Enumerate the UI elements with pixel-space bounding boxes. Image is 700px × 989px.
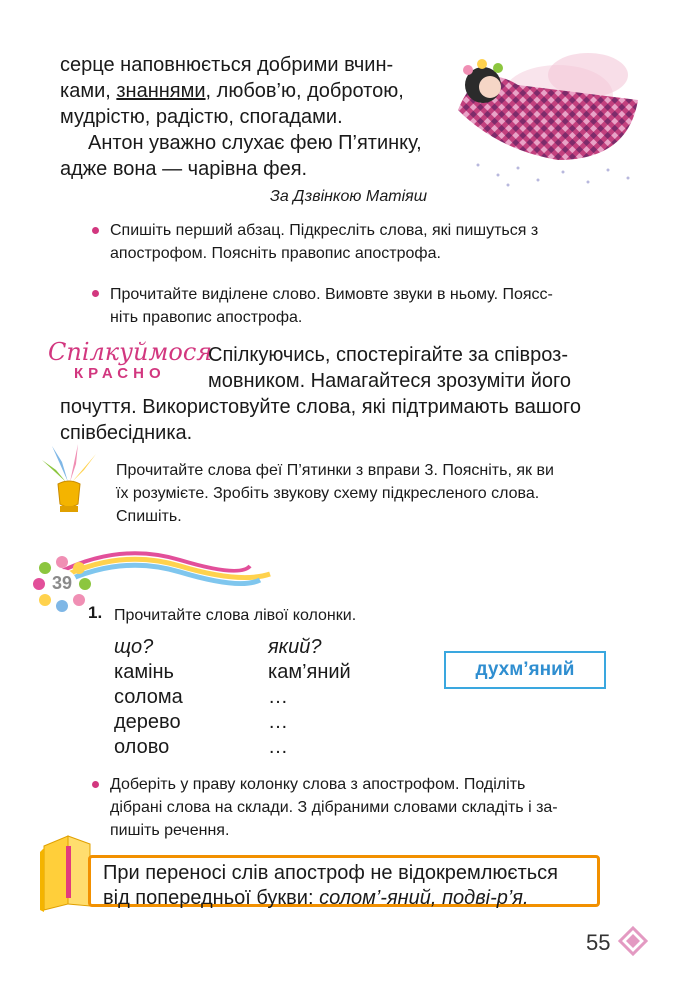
rule-line: від попередньої букви: солом’-яний, подві-р’я. — [103, 887, 529, 909]
bullet-icon — [92, 227, 99, 234]
word-right: … — [268, 736, 288, 758]
book-icon — [38, 832, 94, 912]
vase-icon — [38, 442, 100, 520]
word-left: олово — [114, 736, 170, 758]
rule-example: солом’-яний, подві-р’я. — [319, 887, 529, 909]
word-left: дерево — [114, 711, 181, 733]
column-header: що? — [114, 636, 154, 658]
word-right: … — [268, 711, 288, 733]
speak-line: почуття. Використовуйте слова, які підтримають вашого — [60, 396, 582, 418]
speak-title-script: Спілкуймося — [48, 338, 213, 366]
task-text: Прочитайте виділене слово. Вимовте звуки в ньому. Поясс- ніть правопис апострофа. — [110, 286, 553, 326]
story-text — [60, 52, 440, 182]
word-left: солома — [114, 686, 183, 708]
story-line: Антон уважно слухає фею П’ятинку, — [88, 132, 422, 154]
rule-box — [88, 855, 600, 907]
rule-line: При переносі слів апостроф не відокремлюється — [103, 862, 558, 884]
word-right: кам’яний — [268, 661, 351, 683]
lesson-number: 39 — [51, 573, 73, 593]
task-text: Доберіть у праву колонку слова з апострофом. Поділіть дібрані слова на склади. З дібраними словами складіть і за- пишіть речення. — [110, 776, 558, 839]
boxed-word: духм’яний — [444, 651, 606, 689]
underlined-word: знаннями — [116, 80, 206, 102]
speak-line: співбесідника. — [60, 422, 193, 444]
story-line: адже вона — чарівна фея. — [60, 158, 308, 180]
exercise-instruction: Прочитайте слова лівої колонки. — [114, 607, 357, 624]
story-line: серце наповнюється добрими вчин- — [60, 54, 394, 76]
speak-line: мовником. Намагайтеся зрозуміти його — [208, 370, 571, 392]
column-header: який? — [268, 636, 322, 658]
story-line: ками, знаннями, любов’ю, добротою, — [60, 80, 404, 102]
word-left: камінь — [114, 661, 174, 683]
word-right: … — [268, 686, 288, 708]
task-text: Прочитайте слова феї П’ятинки з вправи 3. Поясніть, як ви їх розумієте. Зробіть звукову схему підкресленого слова. Спишіть. — [116, 462, 554, 525]
ornament-icon — [618, 926, 648, 956]
story-author: За Дзвінкою Матіяш — [270, 188, 427, 205]
exercise-number: 1. — [88, 603, 103, 622]
bullet-icon — [92, 781, 99, 788]
task-text: Спишіть перший абзац. Підкресліть слова, які пишуться з апострофом. Поясніть правопис апострофа. — [110, 222, 539, 262]
story-line: мудрістю, радістю, спогадами. — [60, 106, 343, 128]
bullet-icon — [92, 290, 99, 297]
speak-title-caps: КРАСНО — [74, 365, 166, 382]
page-number: 55 — [586, 930, 611, 955]
fairy-illustration — [438, 40, 650, 190]
speak-line: Спілкуючись, спостерігайте за співроз- — [208, 344, 568, 366]
lesson-ribbon — [60, 548, 280, 588]
